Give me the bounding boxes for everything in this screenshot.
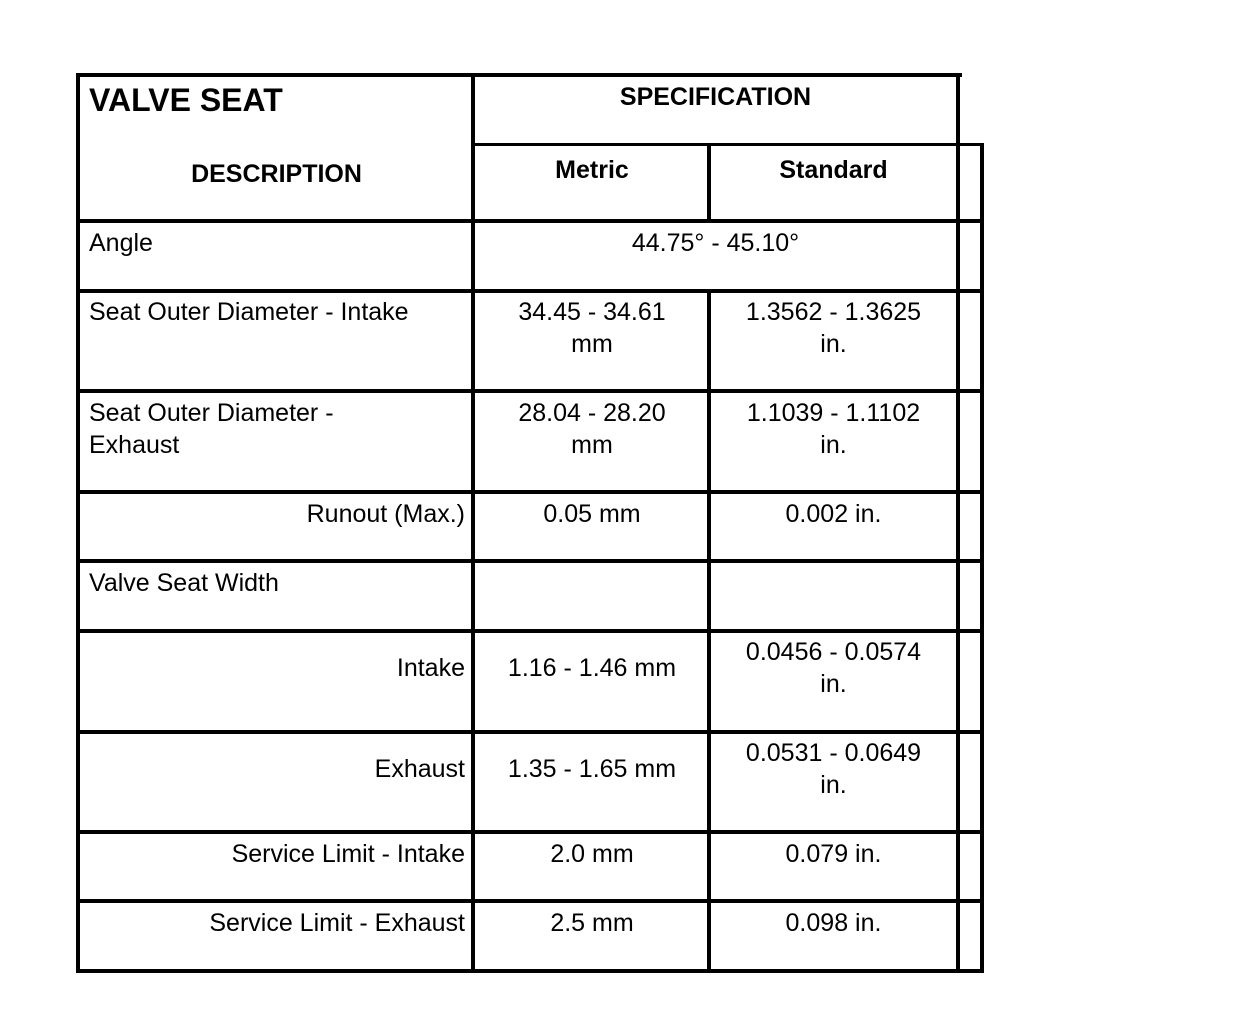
- standard-value: 0.0531 - 0.0649: [745, 739, 922, 767]
- row-label: Exhaust: [89, 431, 180, 459]
- row-label: Seat Outer Diameter -: [89, 399, 334, 427]
- metric-value: 1.35 - 1.65 mm: [507, 755, 677, 783]
- angle-label: Angle: [89, 229, 153, 257]
- row-label: Service Limit - Exhaust: [209, 909, 465, 937]
- table-border-right: [980, 143, 984, 973]
- standard-value: 1.1039 - 1.1102: [746, 399, 921, 427]
- metric-value: 0.05 mm: [543, 500, 641, 528]
- standard-value: 0.098 in.: [785, 909, 882, 937]
- standard-value: in.: [820, 330, 847, 358]
- row-line: [76, 289, 984, 293]
- row-label: Seat Outer Diameter - Intake: [89, 298, 409, 326]
- description-header: DESCRIPTION: [191, 160, 362, 188]
- row-label: Exhaust: [374, 755, 465, 783]
- row-label: Runout (Max.): [306, 500, 465, 528]
- row-line: [76, 730, 984, 734]
- row-line: [76, 899, 984, 903]
- metric-value: 2.5 mm: [550, 909, 634, 937]
- row-line: [76, 559, 984, 563]
- standard-value: 0.002 in.: [785, 500, 882, 528]
- table-border-bottom: [76, 969, 984, 973]
- row-line: [76, 629, 984, 633]
- spec-header-bottom: [471, 143, 984, 146]
- metric-value: mm: [571, 330, 613, 358]
- row-line: [76, 219, 984, 223]
- standard-value: 0.079 in.: [785, 840, 882, 868]
- specification-header: SPECIFICATION: [619, 83, 812, 111]
- metric-value: 28.04 - 28.20: [518, 399, 666, 427]
- row-label: Intake: [396, 654, 465, 682]
- standard-value: in.: [820, 771, 847, 799]
- metric-value: mm: [571, 431, 613, 459]
- row-label: Valve Seat Width: [89, 569, 279, 597]
- standard-value: in.: [820, 670, 847, 698]
- row-line: [76, 389, 984, 393]
- metric-value: 34.45 - 34.61: [518, 298, 666, 326]
- angle-value: 44.75° - 45.10°: [631, 229, 800, 257]
- metric-header: Metric: [555, 156, 629, 184]
- table-border-top: [76, 73, 962, 77]
- row-label: Service Limit - Intake: [231, 840, 465, 868]
- standard-value: 0.0456 - 0.0574: [745, 638, 922, 666]
- table-title: VALVE SEAT: [89, 82, 283, 118]
- spec-header-right-border: [956, 73, 960, 973]
- metric-value: 2.0 mm: [550, 840, 634, 868]
- standard-header: Standard: [779, 156, 888, 184]
- standard-value: 1.3562 - 1.3625: [745, 298, 922, 326]
- standard-value: in.: [820, 431, 847, 459]
- row-line: [76, 490, 984, 494]
- row-line: [76, 830, 984, 834]
- metric-value: 1.16 - 1.46 mm: [507, 654, 677, 682]
